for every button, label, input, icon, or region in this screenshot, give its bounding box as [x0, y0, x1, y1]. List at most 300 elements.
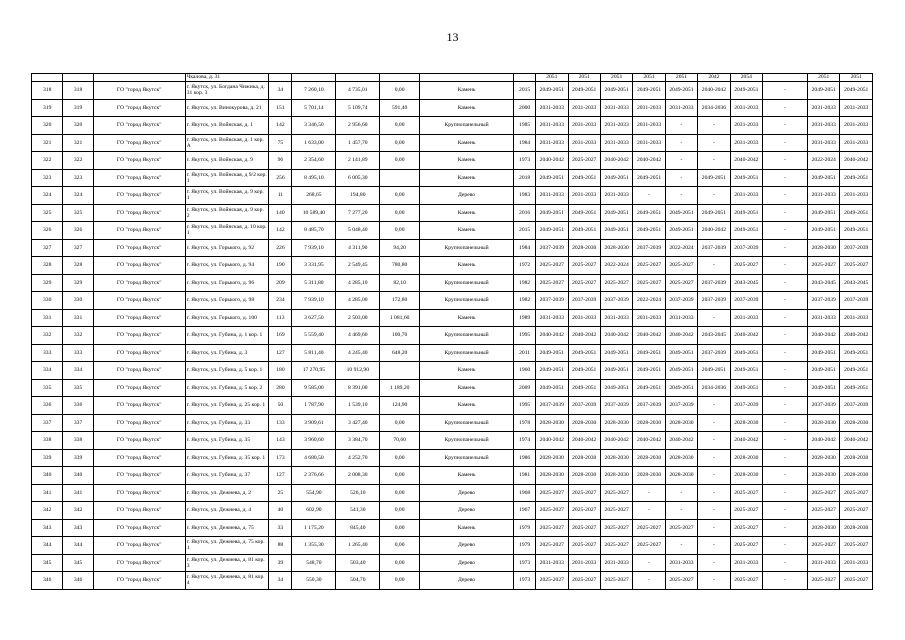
cell-period: 2025-2027: [808, 537, 840, 555]
cell-municipality: ГО "город Якутск": [93, 99, 185, 117]
cell-period: 2040-2042: [633, 432, 665, 450]
cell-period: 2031-2033: [633, 99, 665, 117]
table-row: [32, 414, 873, 432]
cell-value: 25: [269, 484, 292, 502]
cell-period: 2040-2042: [633, 327, 665, 345]
cell-period: -: [698, 187, 730, 205]
cell-period: 2022-2024: [633, 292, 665, 310]
cell-period: 2031-2033: [808, 134, 840, 152]
cell-period: 2028-2030: [808, 519, 840, 537]
cell-period: -: [665, 502, 697, 520]
cell-period: 2028-2030: [730, 414, 762, 432]
cell-period: -: [698, 572, 730, 590]
cell-period: 2025-2027: [840, 257, 873, 275]
cell-period: 2049-2051: [536, 344, 568, 362]
cell-period: 2040-2042: [808, 327, 840, 345]
cell-number: 320: [63, 117, 93, 135]
cell-address: г. Якутск, ул. Губина, д. 35: [185, 432, 269, 450]
cell-period: 2031-2033: [730, 134, 762, 152]
cell-year: 2015: [514, 82, 536, 100]
cell-value: 94,20: [380, 239, 420, 257]
cell-address: г. Якутск, ул. Горького, д. 98: [185, 292, 269, 310]
cell-value: 0,00: [380, 519, 420, 537]
cell-municipality: ГО "город Якутск": [93, 414, 185, 432]
cell-period: -: [698, 309, 730, 327]
cell-value: 3 909,61: [292, 414, 336, 432]
cell-period: 2037-2039: [698, 292, 730, 310]
table-row: [32, 449, 873, 467]
cell-municipality: ГО "город Якутск": [93, 537, 185, 555]
cell-period: 2031-2033: [536, 187, 568, 205]
cell-period: -: [763, 257, 808, 275]
cell-period: 2040-2042: [730, 432, 762, 450]
cell-value: 3 346,50: [292, 117, 336, 135]
cell-period: 2040-2042: [633, 152, 665, 170]
cell-period: 2049-2051: [840, 344, 873, 362]
cell-period: 2040-2042: [840, 432, 873, 450]
cell-number: 342: [63, 502, 93, 520]
cell-address: г. Якутск, ул. Губина, д. 35 кор. 1: [185, 449, 269, 467]
cell-municipality: ГО "город Якутск": [93, 134, 185, 152]
cell-value: 5 701,14: [292, 99, 336, 117]
cell-value: 2 956,60: [336, 117, 380, 135]
cell-period: -: [698, 537, 730, 555]
cell-value: 0,00: [380, 204, 420, 222]
cell-period: -: [763, 432, 808, 450]
cell-period: 2043-2045: [730, 274, 762, 292]
cell-wall-material: Крупнопанельный: [420, 274, 514, 292]
table-row: [32, 292, 873, 310]
cell-value: 8 495,10: [292, 169, 336, 187]
cell-period: 2049-2051: [568, 82, 600, 100]
cell-period: 2049-2051: [536, 222, 568, 240]
cell-period: -: [763, 397, 808, 415]
cell-year: 1973: [514, 152, 536, 170]
cell-period: -: [665, 134, 697, 152]
cell-address: г. Якутск, ул. Дежнева, д. 75 кор. 1: [185, 537, 269, 555]
cell-municipality: ГО "город Якутск": [93, 502, 185, 520]
cell-period: -: [763, 222, 808, 240]
cell-wall-material: Дерево: [420, 187, 514, 205]
table-row: [32, 379, 873, 397]
cell-period: 2028-2030: [665, 449, 697, 467]
cell-period: 2040-2042: [730, 152, 762, 170]
cell-period: 2025-2027: [568, 257, 600, 275]
cell-address: г. Якутск, ул. Губина, д. 5 кор. 1: [185, 362, 269, 380]
table-row: [32, 257, 873, 275]
cell-value: 1 457,70: [336, 134, 380, 152]
cell-year: 1982: [514, 292, 536, 310]
cell-value: 0,00: [380, 117, 420, 135]
cell-period: 2025-2027: [536, 519, 568, 537]
cell-period: 2025-2027: [536, 274, 568, 292]
cell-municipality: ГО "город Якутск": [93, 239, 185, 257]
cell-period: 2049-2051: [730, 169, 762, 187]
table-row: [32, 362, 873, 380]
cell-wall-material: Крупнопанельный: [420, 327, 514, 345]
cell-period: 2049-2051: [665, 82, 697, 100]
cell-value: 0,00: [380, 82, 420, 100]
cell-address: г. Якутск, ул. Войнская, д. 10 кор. 1: [185, 222, 269, 240]
cell-period: -: [665, 152, 697, 170]
cell-period: 2037-2039: [840, 397, 873, 415]
cell-number: 323: [32, 169, 63, 187]
cell-period: 2049-2051: [730, 204, 762, 222]
cell-year: 1983: [514, 187, 536, 205]
cell-number: 330: [32, 292, 63, 310]
cell-number: 325: [63, 204, 93, 222]
cell-period: 2051: [840, 74, 873, 82]
cell-wall-material: Камень: [420, 379, 514, 397]
cell-period: 2025-2027: [808, 502, 840, 520]
cell-period: -: [763, 117, 808, 135]
cell-municipality: ГО "город Якутск": [93, 344, 185, 362]
cell-address: г. Якутск, ул. Горького, д. 100: [185, 309, 269, 327]
cell-value: 142: [269, 222, 292, 240]
cell-period: -: [698, 554, 730, 572]
cell-period: -: [698, 414, 730, 432]
cell-value: 0,00: [380, 537, 420, 555]
cell-period: -: [763, 484, 808, 502]
cell-wall-material: Камень: [420, 362, 514, 380]
cell-address: г. Якутск, ул. Губина, д. 3: [185, 344, 269, 362]
cell-period: 2025-2027: [568, 572, 600, 590]
cell-period: 2031-2033: [730, 554, 762, 572]
cell-number: 322: [63, 152, 93, 170]
cell-period: 2043-2045: [808, 274, 840, 292]
cell-year: 1973: [514, 554, 536, 572]
cell-year: 1979: [514, 519, 536, 537]
cell-number: 345: [63, 554, 93, 572]
cell-period: 2025-2027: [665, 274, 697, 292]
cell-value: 173: [269, 449, 292, 467]
cell-period: 2040-2042: [600, 327, 632, 345]
cell-period: 2028-2030: [536, 467, 568, 485]
cell-period: 2031-2033: [808, 187, 840, 205]
cell-municipality: ГО "город Якутск": [93, 187, 185, 205]
cell-year: 1979: [514, 537, 536, 555]
cell-value: 0,00: [380, 467, 420, 485]
cell-year: 1984: [514, 134, 536, 152]
cell-number: 327: [63, 239, 93, 257]
cell-value: 96: [269, 152, 292, 170]
cell-period: -: [763, 414, 808, 432]
cell-address: г. Якутск, ул. Войнская, д. 9: [185, 152, 269, 170]
cell-number: 344: [63, 537, 93, 555]
cell-period: 2049-2051: [730, 362, 762, 380]
cell-period: 2028-2030: [600, 467, 632, 485]
cell-period: 2037-2039: [698, 344, 730, 362]
cell-period: 2049-2051: [536, 379, 568, 397]
cell-period: 2040-2042: [536, 327, 568, 345]
cell-period: 2049-2051: [536, 82, 568, 100]
cell-period: 2025-2027: [840, 502, 873, 520]
cell-period: 2028-2030: [730, 467, 762, 485]
cell-municipality: ГО "город Якутск": [93, 484, 185, 502]
cell-value: 504,70: [336, 572, 380, 590]
cell-number: 339: [32, 449, 63, 467]
cell-period: 2049-2051: [730, 379, 762, 397]
cell-value: 190: [269, 257, 292, 275]
cell-value: 5 311,80: [292, 274, 336, 292]
cell-wall-material: Камень: [420, 222, 514, 240]
cell-period: 2028-2030: [808, 239, 840, 257]
table-row: [32, 519, 873, 537]
cell-period: -: [763, 467, 808, 485]
cell-value: 7 277,20: [336, 204, 380, 222]
cell-value: 40: [269, 502, 292, 520]
cell-period: 2049-2051: [808, 362, 840, 380]
housing-register-table: [31, 73, 873, 590]
cell-value: 0,00: [380, 187, 420, 205]
cell-period: 2037-2039: [600, 292, 632, 310]
cell-number: 338: [63, 432, 93, 450]
cell-period: 2040-2042: [808, 432, 840, 450]
cell-period: 2025-2027: [600, 572, 632, 590]
cell-period: -: [665, 537, 697, 555]
cell-number: 332: [63, 327, 93, 345]
cell-period: 2037-2039: [633, 239, 665, 257]
cell-address: г. Якутск, ул. Горького, д. 96: [185, 274, 269, 292]
cell-year: 1968: [514, 484, 536, 502]
table-row: [32, 467, 873, 485]
cell-period: 2049-2051: [808, 204, 840, 222]
cell-value: 10 912,90: [336, 362, 380, 380]
cell-period: 2031-2033: [536, 117, 568, 135]
cell-number: 319: [63, 99, 93, 117]
cell-period: -: [763, 502, 808, 520]
cell-period: 2028-2030: [840, 467, 873, 485]
cell-period: 2049-2051: [665, 379, 697, 397]
cell-period: 2025-2027: [568, 484, 600, 502]
cell-period: 2049-2051: [840, 379, 873, 397]
cell-municipality: ГО "город Якутск": [93, 204, 185, 222]
cell-period: 2025-2027: [536, 502, 568, 520]
cell-period: -: [763, 449, 808, 467]
cell-period: 2049-2051: [808, 169, 840, 187]
cell-period: 2049-2051: [665, 204, 697, 222]
cell-value: 5 559,40: [292, 327, 336, 345]
cell-period: 2049-2051: [808, 344, 840, 362]
table-row: [32, 484, 873, 502]
cell-year: 1982: [514, 274, 536, 292]
cell-municipality: ГО "город Якутск": [93, 519, 185, 537]
cell-value: 143: [269, 432, 292, 450]
cell-value: 82,10: [380, 274, 420, 292]
cell-value: 648,20: [380, 344, 420, 362]
cell-period: 2028-2030: [840, 519, 873, 537]
cell-period: 2049-2051: [665, 362, 697, 380]
cell-period: 2049-2051: [600, 169, 632, 187]
cell-period: 2037-2039: [633, 397, 665, 415]
cell-period: 2025-2027: [840, 484, 873, 502]
cell-period: 2049-2051: [568, 362, 600, 380]
cell-period: 2034-2036: [698, 99, 730, 117]
table-row: [32, 239, 873, 257]
cell-period: 2037-2039: [840, 239, 873, 257]
cell-year: 1986: [514, 449, 536, 467]
cell-period: 2031-2033: [633, 309, 665, 327]
cell-value: 0,00: [380, 449, 420, 467]
cell-period: -: [698, 467, 730, 485]
cell-municipality: ГО "город Якутск": [93, 169, 185, 187]
cell-period: 2034-2036: [698, 379, 730, 397]
cell-period: -: [763, 134, 808, 152]
cell-period: 2040-2042: [698, 222, 730, 240]
cell-year: 1973: [514, 572, 536, 590]
cell-period: 2049-2051: [633, 222, 665, 240]
cell-number: 340: [63, 467, 93, 485]
cell-period: 2049-2051: [730, 82, 762, 100]
cell-year: 2016: [514, 204, 536, 222]
cell-value: 2 008,30: [336, 467, 380, 485]
cell-period: 2040-2042: [568, 432, 600, 450]
cell-value: 1 081,60: [380, 309, 420, 327]
cell-address: г. Якутск, ул. Войнская, д 9/2 кор. 1: [185, 169, 269, 187]
cell-wall-material: Камень: [420, 309, 514, 327]
cell-period: 2025-2027: [840, 537, 873, 555]
cell-wall-material: Крупнопанельный: [420, 344, 514, 362]
cell-period: -: [698, 432, 730, 450]
cell-number: 330: [63, 292, 93, 310]
cell-number: 321: [32, 134, 63, 152]
cell-value: 172,80: [380, 292, 420, 310]
cell-value: 280: [269, 379, 292, 397]
cell-wall-material: Камень: [420, 519, 514, 537]
cell-value: 2 549,45: [336, 257, 380, 275]
cell-number: 341: [63, 484, 93, 502]
cell-value: 4 469,60: [336, 327, 380, 345]
cell-year: 1984: [514, 239, 536, 257]
cell-period: -: [763, 554, 808, 572]
cell-period: -: [633, 187, 665, 205]
cell-address: г. Якутск, ул. Дежнева, д. 81 кор. 4: [185, 572, 269, 590]
table-row: [32, 152, 873, 170]
cell-number: 324: [32, 187, 63, 205]
cell-address: г. Якутск, ул. Дежнева, д. 81 кор. 3: [185, 554, 269, 572]
cell-address: г. Якутск, ул. Войнская, д. 9 кор. 2: [185, 204, 269, 222]
cell-period: 2049-2051: [698, 362, 730, 380]
cell-value: 548,70: [292, 554, 336, 572]
cell-period: 2037-2039: [808, 292, 840, 310]
cell-wall-material: Дерево: [420, 554, 514, 572]
cell-period: 2031-2033: [633, 134, 665, 152]
cell-year: 1995: [514, 327, 536, 345]
cell-period: 2051: [568, 74, 600, 82]
cell-period: 2040-2042: [840, 152, 873, 170]
cell-period: 2043-2045: [698, 327, 730, 345]
cell-period: -: [763, 344, 808, 362]
cell-period: 2051: [600, 74, 632, 82]
cell-wall-material: Дерево: [420, 537, 514, 555]
cell-period: 2025-2027: [600, 502, 632, 520]
cell-period: 2049-2051: [808, 82, 840, 100]
cell-period: -: [665, 187, 697, 205]
cell-period: 2025-2027: [600, 484, 632, 502]
cell-period: 2028-2030: [600, 449, 632, 467]
cell-period: -: [763, 327, 808, 345]
cell-value: 4 311,90: [336, 239, 380, 257]
cell-period: 2028-2030: [665, 467, 697, 485]
cell-value: 7 939,10: [292, 292, 336, 310]
cell-period: -: [665, 169, 697, 187]
cell-year: 1960: [514, 362, 536, 380]
cell-period: 2031-2033: [633, 117, 665, 135]
cell-period: 2049-2051: [600, 222, 632, 240]
cell-value: 845,40: [336, 519, 380, 537]
cell-municipality: ГО "город Якутск": [93, 397, 185, 415]
cell-period: 2031-2033: [665, 554, 697, 572]
cell-value: 1 189,20: [380, 379, 420, 397]
cell-address: г. Якутск, ул. Войнская, д. 9 кор. 1: [185, 187, 269, 205]
cell-period: 2025-2027: [568, 537, 600, 555]
cell-municipality: ГО "город Якутск": [93, 379, 185, 397]
cell-address: г. Якутск, ул. Винокурова, д. 21: [185, 99, 269, 117]
cell-value: 3 427,40: [336, 414, 380, 432]
cell-period: -: [698, 502, 730, 520]
table-row: [32, 274, 873, 292]
cell-period: 2037-2039: [730, 239, 762, 257]
cell-value: 0,00: [380, 572, 420, 590]
cell-period: 2049-2051: [568, 169, 600, 187]
cell-value: 526,10: [336, 484, 380, 502]
cell-address: г. Якутск, ул. Губина, д. 5 кор. 2: [185, 379, 269, 397]
cell-value: 3 960,60: [292, 432, 336, 450]
cell-number: 318: [63, 82, 93, 100]
cell-municipality: ГО "город Якутск": [93, 292, 185, 310]
cell-period: -: [698, 152, 730, 170]
cell-period: 2049-2051: [840, 82, 873, 100]
cell-period: 2025-2027: [730, 519, 762, 537]
cell-number: 319: [32, 99, 63, 117]
cell-value: 6 005,30: [336, 169, 380, 187]
table-row: [32, 572, 873, 590]
cell-wall-material: Дерево: [420, 484, 514, 502]
cell-wall-material: Крупнопанельный: [420, 117, 514, 135]
cell-period: -: [763, 187, 808, 205]
cell-number: 326: [63, 222, 93, 240]
cell-period: 2049-2051: [665, 222, 697, 240]
cell-period: -: [633, 572, 665, 590]
cell-number: 340: [32, 467, 63, 485]
cell-number: 328: [32, 257, 63, 275]
cell-value: 209: [269, 274, 292, 292]
cell-municipality: ГО "город Якутск": [93, 257, 185, 275]
cell-period: 2049-2051: [633, 379, 665, 397]
cell-address: г. Якутск, ул. Дежнева, д. 75: [185, 519, 269, 537]
cell-year: 1967: [514, 502, 536, 520]
cell-number: 329: [32, 274, 63, 292]
cell-value: 33: [269, 519, 292, 537]
cell-period: 2022-2024: [665, 239, 697, 257]
cell-value: 0,00: [380, 484, 420, 502]
cell-value: 75: [269, 134, 292, 152]
cell-period: 2028-2030: [568, 467, 600, 485]
cell-period: 2028-2030: [568, 239, 600, 257]
cell-number: 344: [32, 537, 63, 555]
cell-period: -: [665, 484, 697, 502]
cell-period: 2031-2033: [808, 309, 840, 327]
cell-municipality: ГО "город Якутск": [93, 572, 185, 590]
cell-period: 2040-2042: [568, 327, 600, 345]
cell-period: 2025-2027: [568, 502, 600, 520]
cell-period: 2025-2027: [730, 257, 762, 275]
cell-value: 140: [269, 204, 292, 222]
cell-period: 2031-2033: [536, 309, 568, 327]
cell-period: -: [698, 134, 730, 152]
cell-number: 326: [32, 222, 63, 240]
cell-period: 2031-2033: [600, 554, 632, 572]
